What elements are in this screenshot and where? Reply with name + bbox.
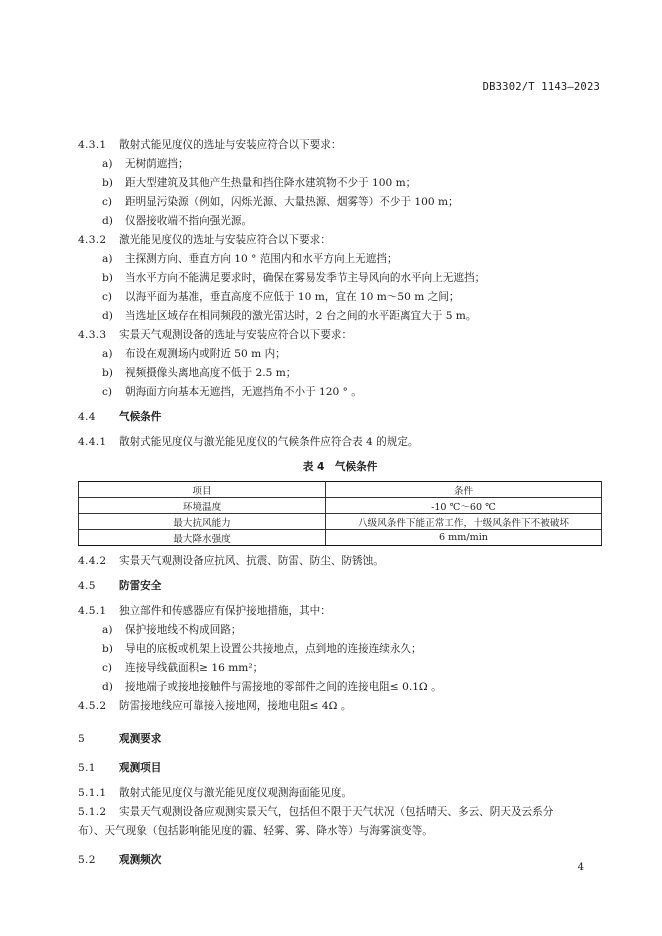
clause-number: 4.3.3 — [78, 329, 107, 341]
clause-number: 4.4.2 — [78, 555, 107, 567]
list-item-text: 仪器接收端不指向强光源。 — [125, 215, 253, 227]
list-item-text: 布设在观测场内或附近 50 m 内； — [125, 348, 286, 360]
list-marker: d) — [102, 681, 113, 693]
list-marker: c) — [102, 196, 113, 208]
chapter-heading-5 — [78, 730, 602, 749]
page-content — [78, 136, 602, 870]
list-marker: d) — [102, 310, 113, 322]
list-item-text: 视频摄像头离地高度不低于 2.5 m； — [125, 367, 297, 379]
list-marker: d) — [102, 215, 113, 227]
list-item — [78, 640, 602, 659]
clause-number: 4.3.2 — [78, 234, 107, 246]
clause-text: 实景天气观测设备的选址与安装应符合以下要求： — [119, 329, 353, 341]
table-cell: 环境温度 — [79, 498, 326, 514]
list-item — [78, 155, 602, 174]
section-number: 4.4 — [78, 411, 96, 423]
section-title: 防雷安全 — [119, 580, 162, 592]
list-marker: a) — [102, 624, 113, 636]
clause-number: 4.5.2 — [78, 700, 107, 712]
list-marker: b) — [102, 367, 113, 379]
list-item — [78, 307, 602, 326]
list-item-text: 距明显污染源（例如，闪烁光源、大量热源、烟雾等）不少于 100 m； — [125, 196, 459, 208]
list-item — [78, 659, 602, 678]
table-row — [79, 498, 602, 514]
section-heading-4-4 — [78, 408, 602, 427]
table-row — [79, 514, 602, 530]
list-marker: c) — [102, 386, 113, 398]
list-marker: b) — [102, 177, 113, 189]
clause-number: 5.1.2 — [78, 806, 107, 818]
table-cell: 6 mm/min — [326, 530, 602, 546]
section-number: 5 — [78, 733, 86, 745]
list-item-text: 保护接地线不构成回路； — [125, 624, 242, 636]
section-title: 观测要求 — [119, 733, 162, 745]
section-title: 观测频次 — [119, 854, 162, 866]
table-cell: 最大降水强度 — [79, 530, 326, 546]
list-item — [78, 212, 602, 231]
list-marker: b) — [102, 272, 113, 284]
list-item-text: 无树荫遮挡； — [125, 158, 189, 170]
table-row — [79, 530, 602, 546]
clause-text: 实景天气观测设备应观测实景天气，包括但不限于天气状况（包括晴天、多云、阴天及云系分 — [119, 806, 554, 818]
clause-5-1-1 — [78, 784, 602, 803]
clause-number: 4.4.1 — [78, 436, 107, 448]
list-item — [78, 193, 602, 212]
list-item — [78, 174, 602, 193]
table-header-cell: 条件 — [326, 482, 602, 498]
clause-text: 激光能见度仪的选址与安装应符合以下要求： — [119, 234, 331, 246]
list-item-text: 以海平面为基准，垂直高度不应低于 10 m，宜在 10 m～50 m 之间； — [125, 291, 460, 303]
table-cell: -10 ℃～60 ℃ — [326, 498, 602, 514]
clause-number: 4.3.1 — [78, 139, 107, 151]
list-item-text: 导电的底板或机架上设置公共接地点，点到地的连接连续永久； — [125, 643, 422, 655]
clause-text: 独立部件和传感器应有保护接地措施，其中： — [119, 605, 331, 617]
list-item-text: 当选址区域存在相同频段的激光雷达时，2 台之间的水平距离宜大于 5 m。 — [125, 310, 477, 322]
clause-4-5-1 — [78, 602, 602, 621]
list-marker: b) — [102, 643, 113, 655]
clause-5-1-2-continuation — [78, 822, 602, 841]
list-marker: a) — [102, 158, 113, 170]
clause-4-4-1 — [78, 433, 602, 452]
clause-number: 5.1.1 — [78, 787, 107, 799]
list-item-text: 连接导线截面积≥ 16 mm²； — [125, 662, 264, 674]
clause-text: 布）、天气现象（包括影响能见度的霾、轻雾、雾、降水等）与海雾演变等。 — [78, 825, 433, 837]
clause-4-3-1 — [78, 136, 602, 155]
list-item — [78, 678, 602, 697]
list-item — [78, 364, 602, 383]
clause-text: 散射式能见度仪与激光能见度仪观测海面能见度。 — [119, 787, 353, 799]
list-item-text: 当水平方向不能满足要求时，确保在雾易发季节主导风向的水平向上无遮挡； — [125, 272, 486, 284]
clause-4-5-2 — [78, 697, 602, 716]
climate-conditions-table — [78, 481, 602, 546]
clause-text: 防雷接地线应可靠接入接地网，接地电阻≤ 4Ω 。 — [119, 700, 352, 712]
table-cell: 八级风条件下能正常工作，十级风条件下不被破坏 — [326, 514, 602, 530]
section-title: 观测项目 — [119, 762, 162, 774]
list-item-text: 接地端子或接地接触件与需接地的零部件之间的连接电阻≤ 0.1Ω 。 — [125, 681, 442, 693]
section-number: 4.5 — [78, 580, 96, 592]
clause-text: 散射式能见度仪与激光能见度仪的气候条件应符合表 4 的规定。 — [119, 436, 419, 448]
list-item-text: 朝海面方向基本无遮挡，无遮挡角不小于 120 ° 。 — [125, 386, 362, 398]
clause-4-3-2 — [78, 231, 602, 250]
section-title: 气候条件 — [119, 411, 162, 423]
section-heading-5-2 — [78, 851, 602, 870]
list-item — [78, 250, 602, 269]
section-heading-5-1 — [78, 759, 602, 778]
clause-4-4-2 — [78, 552, 602, 571]
section-number: 5.1 — [78, 762, 96, 774]
list-item-text: 距大型建筑及其他产生热量和挡住降水建筑物不少于 100 m； — [125, 177, 417, 189]
section-heading-4-5 — [78, 577, 602, 596]
clause-text: 散射式能见度仪的选址与安装应符合以下要求： — [119, 139, 342, 151]
list-marker: a) — [102, 348, 113, 360]
table-header-cell: 项目 — [79, 482, 326, 498]
standard-code: DB3302/T 1143—2023 — [482, 81, 600, 93]
list-marker: c) — [102, 291, 113, 303]
table-cell: 最大抗风能力 — [79, 514, 326, 530]
clause-5-1-2 — [78, 803, 602, 822]
clause-4-3-3 — [78, 326, 602, 345]
page-number: 4 — [577, 862, 584, 873]
list-item — [78, 621, 602, 640]
clause-number: 4.5.1 — [78, 605, 107, 617]
list-item — [78, 288, 602, 307]
list-item — [78, 269, 602, 288]
list-item-text: 主探测方向、垂直方向 10 ° 范围内和水平方向上无遮挡； — [125, 253, 398, 265]
list-item — [78, 383, 602, 402]
list-marker: a) — [102, 253, 113, 265]
list-marker: c) — [102, 662, 113, 674]
section-number: 5.2 — [78, 854, 96, 866]
clause-text: 实景天气观测设备应抗风、抗震、防雷、防尘、防锈蚀。 — [119, 555, 384, 567]
table-header-row — [79, 482, 602, 498]
list-item — [78, 345, 602, 364]
table-title: 表 4 气候条件 — [302, 461, 378, 473]
